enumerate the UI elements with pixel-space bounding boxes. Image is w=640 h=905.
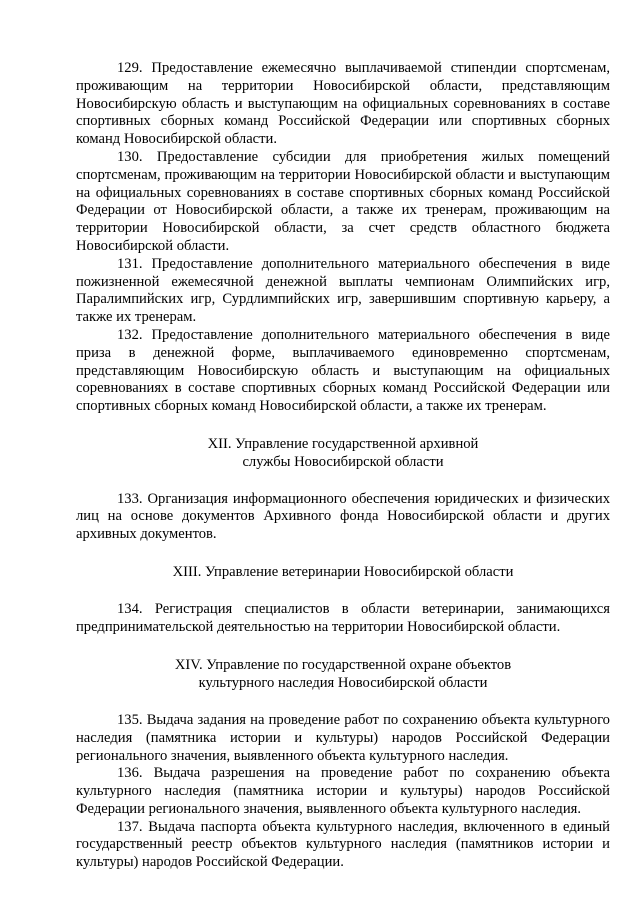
item-text: Выдача паспорта объекта культурного наследия, включенного в единый государственный реестр объектов культурного наследия (памятников истории и культуры) народов Российской Федерации. bbox=[76, 818, 610, 871]
item-130 bbox=[76, 149, 610, 256]
item-136 bbox=[76, 765, 610, 818]
item-number: 137. bbox=[117, 818, 143, 835]
section-heading-xiii bbox=[76, 564, 610, 582]
item-number: 136. bbox=[117, 765, 143, 782]
item-text: Предоставление дополнительного материального обеспечения в виде пожизненной ежемесячной денежной выплаты чемпионам Олимпийских игр, Паралимпийских игр, Сурдлимпийских игр, завершившим спортивную карьеру, а также их тренерам. bbox=[76, 255, 610, 326]
item-129 bbox=[76, 60, 610, 149]
item-number: 131. bbox=[117, 255, 143, 272]
item-text: Предоставление субсидии для приобретения жилых помещений спортсменам, проживающим на территории Новосибирской области и выступающим на официальных соревнованиях в составе спортивных сборных команд Российской Федерации от Новосибирской области, а также их тренерам, проживающим на территории Новосибирской области, за счет средств областного бюджета Новосибирской области. bbox=[76, 148, 610, 254]
item-text: Предоставление ежемесячно выплачиваемой стипендии спортсменам, проживающим на территории Новосибирской области, представляющим Новосибирскую область и выступающим на официальных соревнованиях в составе спортивных сборных команд Российской Федерации или спортивных сборных команд Новосибирской области. bbox=[76, 60, 610, 148]
item-number: 129. bbox=[117, 60, 143, 76]
item-137 bbox=[76, 819, 610, 872]
item-132 bbox=[76, 327, 610, 416]
section-heading-line: XIV. Управление по государственной охране объектов bbox=[174, 657, 512, 674]
section-heading-line: XII. Управление государственной архивной bbox=[207, 435, 479, 452]
item-text: Выдача задания на проведение работ по сохранению объекта культурного наследия (памятника истории и культуры) народов Российской Федерации регионального значения, выявленного объекта культурного наследия. bbox=[76, 711, 610, 764]
section-heading-xii bbox=[76, 436, 610, 472]
item-number: 134. bbox=[117, 600, 143, 617]
item-text: Выдача разрешения на проведение работ по сохранению объекта культурного наследия (памятника истории и культуры) народов Российской Федерации регионального значения, выявленного объекта культурного наследия. bbox=[76, 765, 610, 817]
item-133 bbox=[76, 491, 610, 544]
item-text: Организация информационного обеспечения юридических и физических лиц на основе документов Архивного фонда Новосибирской области и других архивных документов. bbox=[76, 490, 610, 543]
item-number: 130. bbox=[117, 148, 143, 165]
item-134 bbox=[76, 601, 610, 637]
item-number: 133. bbox=[117, 490, 143, 507]
item-135 bbox=[76, 712, 610, 765]
item-131 bbox=[76, 256, 610, 327]
item-number: 132. bbox=[117, 326, 143, 343]
section-heading-xiv bbox=[76, 657, 610, 693]
section-heading-line: культурного наследия Новосибирской области bbox=[198, 675, 488, 692]
section-heading-line: службы Новосибирской области bbox=[242, 453, 444, 470]
item-text: Регистрация специалистов в области ветеринарии, занимающихся предпринимательской деятельностью на территории Новосибирской области. bbox=[76, 600, 610, 635]
item-number: 135. bbox=[117, 711, 143, 728]
item-text: Предоставление дополнительного материального обеспечения в виде приза в денежной форме, выплачиваемого единовременно спортсменам, представляющим Новосибирскую область и выступающим на официальных соревнованиях в составе спортивных сборных команд Российской Федерации или спортивных сборных команд Новосибирской области, а также их тренерам. bbox=[76, 326, 610, 415]
section-heading-line: XIII. Управление ветеринарии Новосибирской области bbox=[172, 563, 514, 580]
